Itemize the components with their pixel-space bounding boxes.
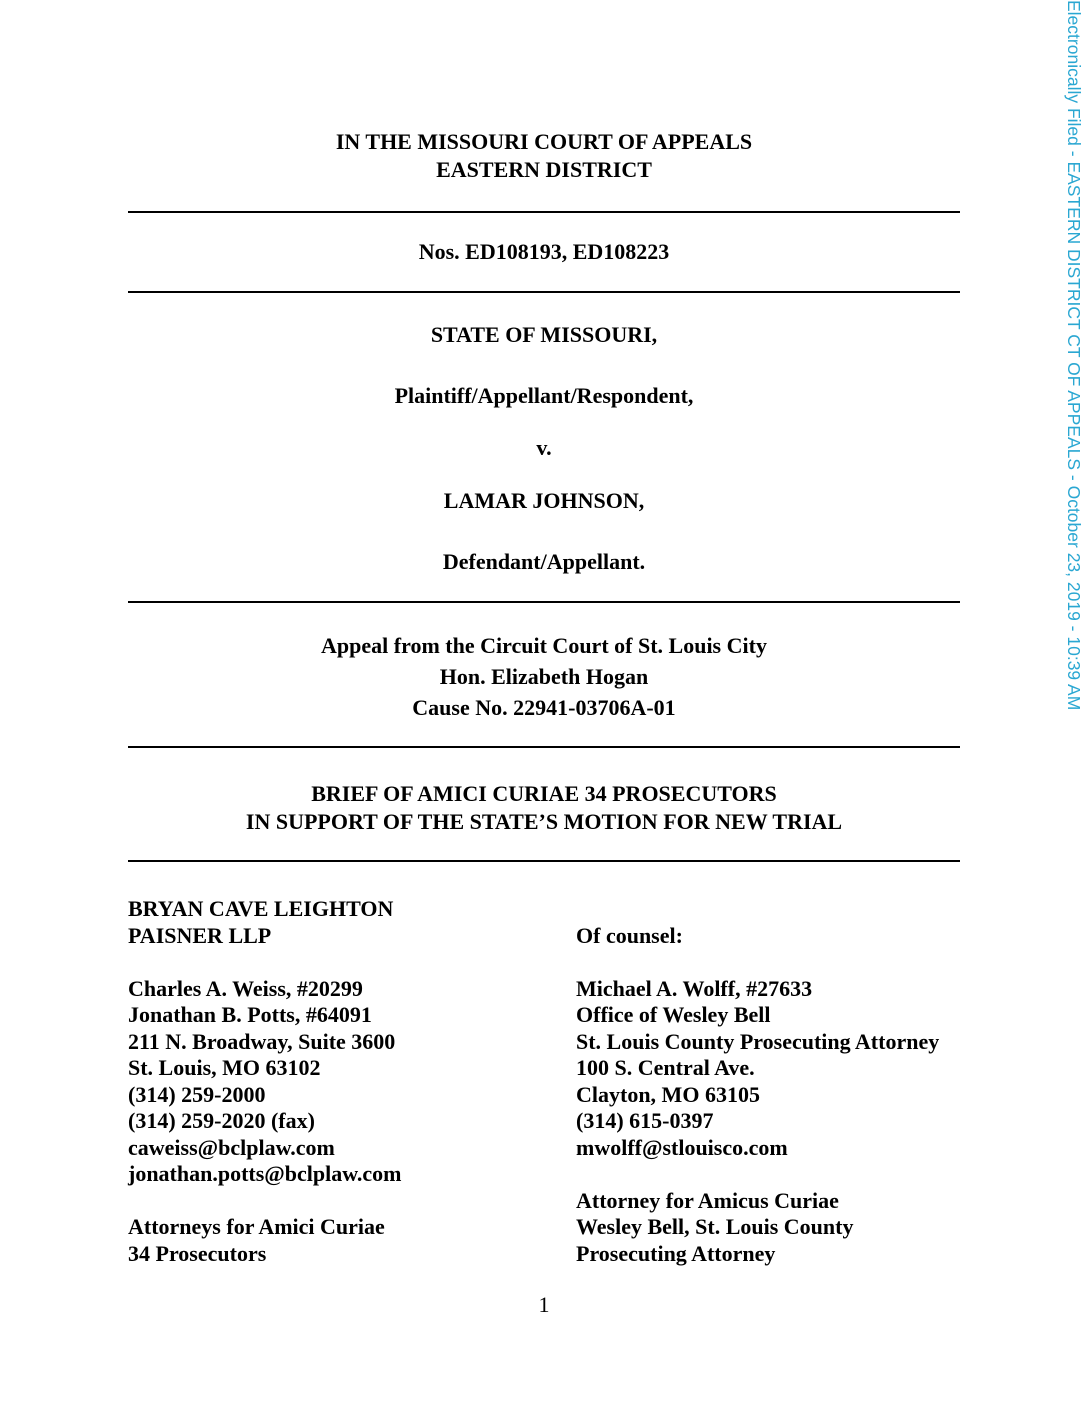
- divider: [128, 291, 960, 293]
- counsel-role: 34 Prosecutors: [128, 1240, 267, 1266]
- page-number: 1: [538, 1292, 550, 1317]
- counsel-line: 100 S. Central Ave.: [576, 1055, 755, 1080]
- court-district: EASTERN DISTRICT: [436, 157, 652, 182]
- firm-name-line1: BRYAN CAVE LEIGHTON: [128, 896, 394, 921]
- counsel-line: St. Louis, MO 63102: [128, 1055, 321, 1080]
- defendant-name: LAMAR JOHNSON,: [443, 488, 645, 513]
- counsel-role: Attorneys for Amici Curiae: [128, 1214, 385, 1239]
- filing-stamp: Electronically Filed - EASTERN DISTRICT CT OF APPEALS - October 23, 2019 - 10:39 AM: [1064, 0, 1084, 711]
- counsel-role: Wesley Bell, St. Louis County: [576, 1214, 854, 1239]
- court-name: IN THE MISSOURI COURT OF APPEALS: [335, 129, 753, 154]
- counsel-email: caweiss@bclplaw.com: [128, 1134, 335, 1160]
- counsel-line: (314) 615-0397: [576, 1108, 714, 1133]
- counsel-line: (314) 259-2020 (fax): [128, 1108, 315, 1133]
- divider: [128, 211, 960, 213]
- counsel-role: Attorney for Amicus Curiae: [576, 1187, 839, 1213]
- counsel-email: mwolff@stlouisco.com: [576, 1134, 788, 1160]
- counsel-line: St. Louis County Prosecuting Attorney: [576, 1028, 940, 1054]
- defendant-role: Defendant/Appellant.: [442, 549, 646, 574]
- brief-title-line2: IN SUPPORT OF THE STATE’S MOTION FOR NEW TRIAL: [245, 809, 843, 834]
- counsel-line: Michael A. Wolff, #27633: [576, 975, 813, 1001]
- counsel-line: Clayton, MO 63105: [576, 1081, 760, 1107]
- counsel-email: jonathan.potts@bclplaw.com: [128, 1161, 402, 1186]
- court-heading: [128, 128, 960, 184]
- of-counsel-heading: Of counsel:: [576, 922, 683, 948]
- brief-title-line1: BRIEF OF AMICI CURIAE 34 PROSECUTORS: [311, 781, 777, 806]
- right-counsel-block: [576, 923, 939, 1268]
- case-numbers: Nos. ED108193, ED108223: [418, 239, 670, 264]
- counsel-role: Prosecuting Attorney: [576, 1240, 776, 1266]
- brief-title: [128, 780, 960, 836]
- appeal-judge: Hon. Elizabeth Hogan: [439, 664, 649, 689]
- counsel-line: Charles A. Weiss, #20299: [128, 975, 363, 1001]
- left-counsel-block: [128, 896, 402, 1267]
- divider: [128, 860, 960, 862]
- divider: [128, 746, 960, 748]
- counsel-line: (314) 259-2000: [128, 1081, 266, 1107]
- appeal-cause: Cause No. 22941-03706A-01: [412, 695, 676, 720]
- counsel-line: 211 N. Broadway, Suite 3600: [128, 1028, 396, 1054]
- plaintiff-role: Plaintiff/Appellant/Respondent,: [394, 383, 694, 408]
- counsel-line: Jonathan B. Potts, #64091: [128, 1002, 372, 1027]
- firm-name-line2: PAISNER LLP: [128, 922, 272, 948]
- divider: [128, 601, 960, 603]
- appeal-court: Appeal from the Circuit Court of St. Louis City: [321, 633, 767, 658]
- versus: v.: [536, 435, 552, 460]
- counsel-line: Office of Wesley Bell: [576, 1002, 771, 1027]
- appeal-info: [128, 630, 960, 723]
- plaintiff-name: STATE OF MISSOURI,: [430, 322, 658, 347]
